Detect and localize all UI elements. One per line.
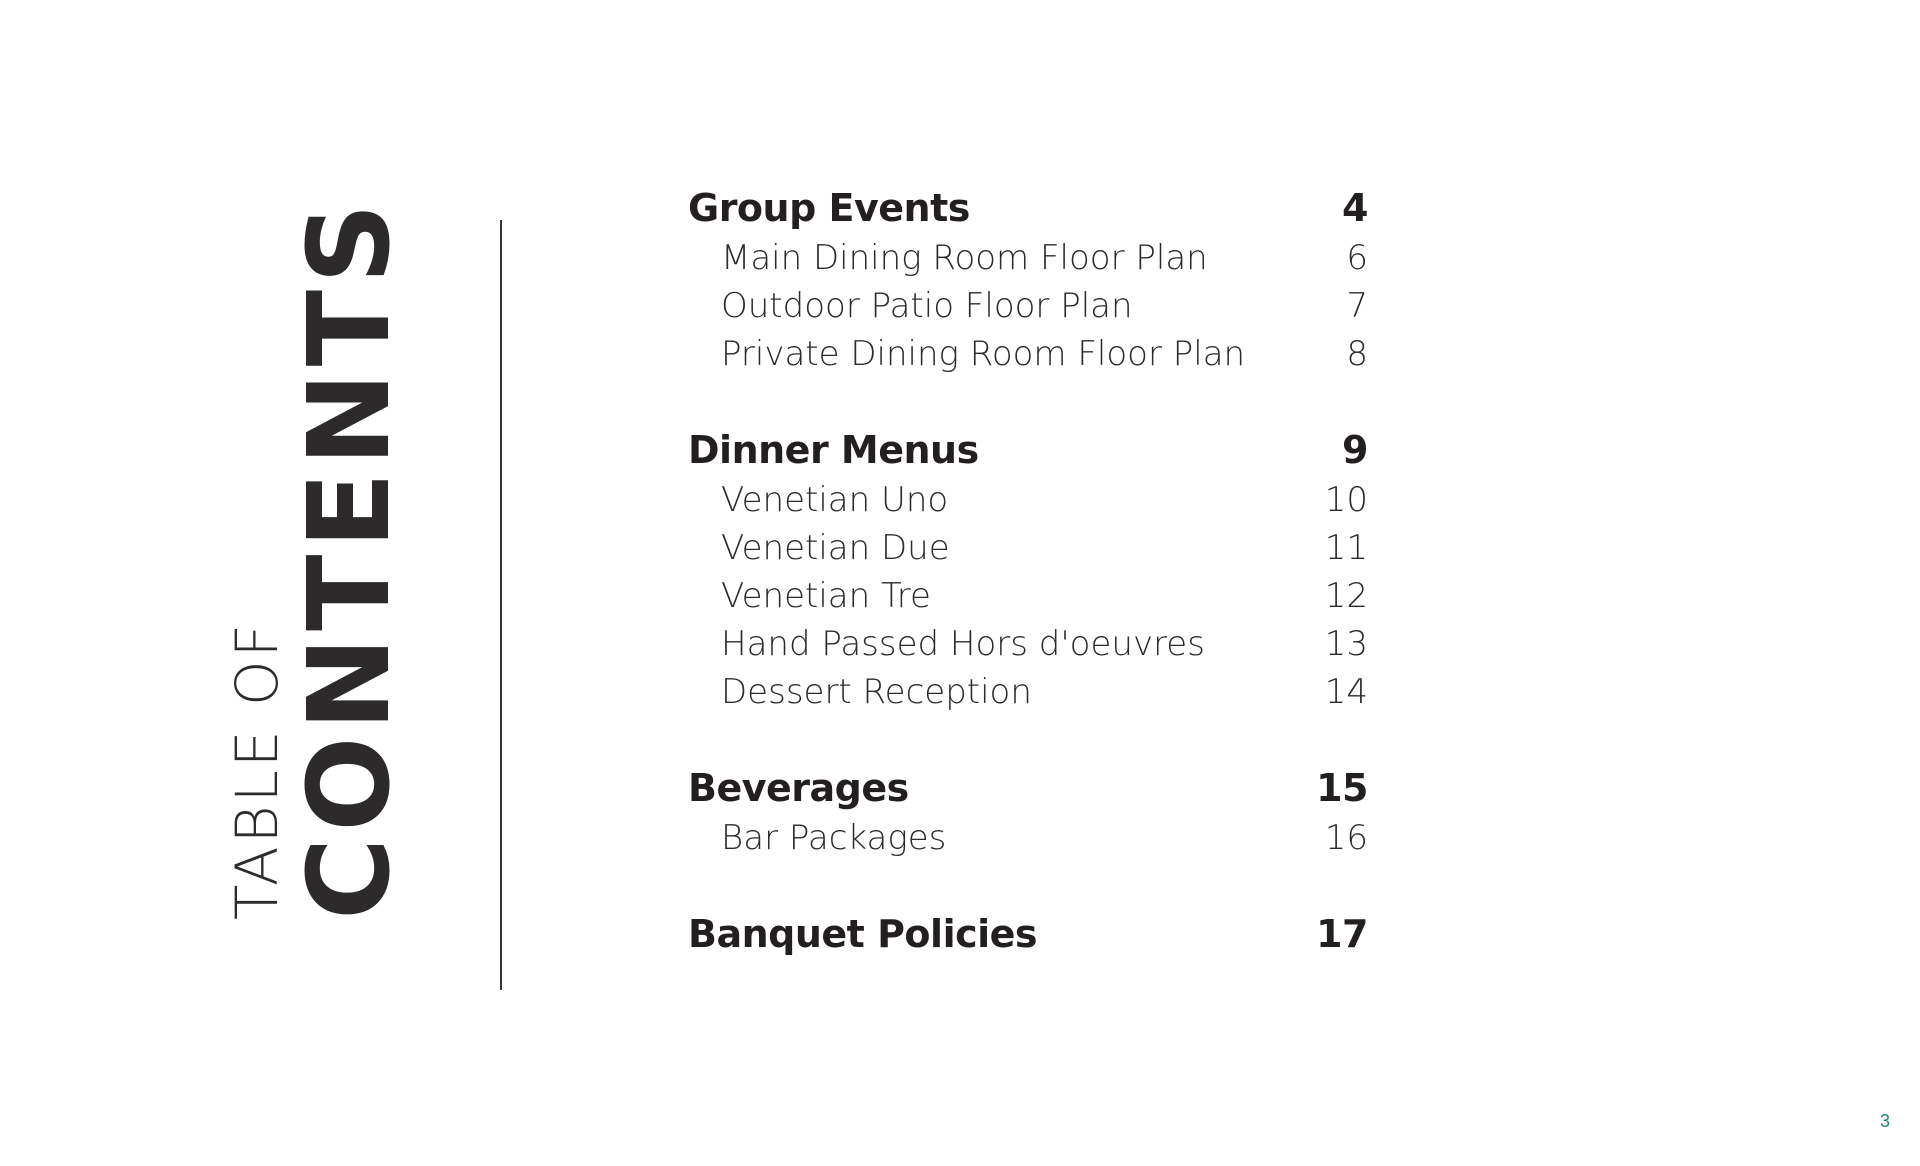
toc-section-dinner-menus	[688, 424, 1368, 716]
title-table-of: TABLE OF	[223, 621, 291, 920]
toc-heading-row[interactable]	[688, 762, 1368, 814]
toc-item-page: 12	[1324, 576, 1368, 616]
toc-heading-row[interactable]	[688, 908, 1368, 960]
toc-item-label: Outdoor Patio Floor Plan	[721, 286, 1133, 326]
toc-item-row[interactable]	[688, 234, 1368, 282]
toc-item-page: 14	[1324, 672, 1368, 712]
toc-item-row[interactable]	[688, 814, 1368, 862]
toc-item-page: 6	[1346, 238, 1368, 278]
toc-section-group-events	[688, 182, 1368, 378]
toc-item-page: 13	[1324, 624, 1368, 664]
toc-item-page: 7	[1346, 286, 1368, 326]
toc-heading-label: Dinner Menus	[688, 428, 979, 472]
toc-heading-row[interactable]	[688, 182, 1368, 234]
toc-heading-label: Beverages	[688, 766, 909, 810]
toc-item-label: Private Dining Room Floor Plan	[721, 334, 1246, 374]
toc-section-banquet-policies	[688, 908, 1368, 960]
toc-item-row[interactable]	[688, 282, 1368, 330]
toc-item-row[interactable]	[688, 524, 1368, 572]
toc-item-row[interactable]	[688, 476, 1368, 524]
toc-item-label: Main Dining Room Floor Plan	[721, 238, 1208, 278]
toc-item-label: Bar Packages	[721, 818, 947, 858]
toc-section-beverages	[688, 762, 1368, 862]
toc-item-label: Venetian Tre	[721, 576, 931, 616]
toc-item-page: 8	[1346, 334, 1368, 374]
toc-item-row[interactable]	[688, 668, 1368, 716]
page-number: 3	[1879, 1111, 1890, 1131]
toc-item-row[interactable]	[688, 572, 1368, 620]
toc-item-label: Dessert Reception	[721, 672, 1032, 712]
toc-heading-page: 9	[1342, 428, 1368, 472]
toc-heading-label: Group Events	[688, 186, 970, 230]
toc-item-label: Hand Passed Hors d'oeuvres	[721, 624, 1205, 664]
toc-item-page: 11	[1324, 528, 1368, 568]
toc-heading-page: 17	[1316, 912, 1368, 956]
toc-heading-row[interactable]	[688, 424, 1368, 476]
toc-item-label: Venetian Due	[721, 528, 950, 568]
toc-item-page: 16	[1324, 818, 1368, 858]
toc-heading-label: Banquet Policies	[688, 912, 1038, 956]
vertical-divider	[500, 220, 502, 990]
toc-item-label: Venetian Uno	[721, 480, 949, 520]
toc-item-row[interactable]	[688, 620, 1368, 668]
toc-item-row[interactable]	[688, 330, 1368, 378]
vertical-title	[223, 197, 415, 920]
toc-heading-page: 15	[1316, 766, 1368, 810]
table-of-contents	[688, 182, 1368, 1006]
toc-item-page: 10	[1324, 480, 1368, 520]
toc-heading-page: 4	[1342, 186, 1368, 230]
title-contents: CONTENTS	[285, 197, 415, 920]
